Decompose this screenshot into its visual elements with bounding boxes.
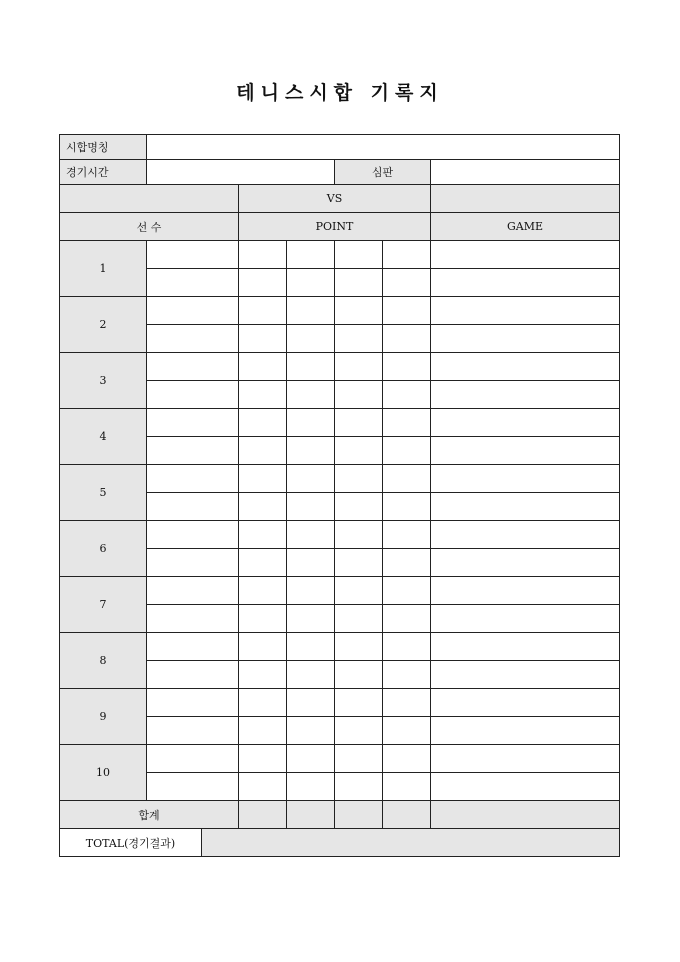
set-number: 2 xyxy=(60,297,147,353)
game-cell[interactable] xyxy=(431,633,620,661)
set-number: 3 xyxy=(60,353,147,409)
point-cell[interactable] xyxy=(335,381,383,409)
point-cell[interactable] xyxy=(383,577,431,605)
point-cell[interactable] xyxy=(287,773,335,801)
game-cell[interactable] xyxy=(431,521,620,549)
player-name-cell[interactable] xyxy=(147,717,239,745)
game-cell[interactable] xyxy=(431,465,620,493)
sum-point-cell[interactable] xyxy=(239,801,287,829)
point-cell[interactable] xyxy=(239,661,287,689)
table-row xyxy=(60,521,620,549)
point-cell[interactable] xyxy=(239,269,287,297)
point-cell[interactable] xyxy=(383,745,431,773)
total-result-cell[interactable] xyxy=(202,829,620,857)
total-label: TOTAL(경기결과) xyxy=(60,829,202,857)
match-name-label: 시합명칭 xyxy=(60,135,147,160)
point-cell[interactable] xyxy=(287,381,335,409)
point-cell[interactable] xyxy=(383,381,431,409)
sum-point-cell[interactable] xyxy=(287,801,335,829)
table-row xyxy=(60,297,620,325)
point-cell[interactable] xyxy=(335,661,383,689)
point-cell[interactable] xyxy=(287,745,335,773)
game-cell[interactable] xyxy=(431,353,620,381)
point-cell[interactable] xyxy=(383,493,431,521)
game-cell[interactable] xyxy=(431,269,620,297)
score-sheet-table xyxy=(59,134,620,857)
point-cell[interactable] xyxy=(287,689,335,717)
point-cell[interactable] xyxy=(287,465,335,493)
point-cell[interactable] xyxy=(287,325,335,353)
point-cell[interactable] xyxy=(239,493,287,521)
point-cell[interactable] xyxy=(287,493,335,521)
point-cell[interactable] xyxy=(239,353,287,381)
point-cell[interactable] xyxy=(287,297,335,325)
point-cell[interactable] xyxy=(335,465,383,493)
game-cell[interactable] xyxy=(431,493,620,521)
player-name-cell[interactable] xyxy=(147,325,239,353)
point-cell[interactable] xyxy=(239,549,287,577)
point-cell[interactable] xyxy=(383,269,431,297)
point-cell[interactable] xyxy=(287,549,335,577)
player-name-cell[interactable] xyxy=(147,297,239,325)
game-cell[interactable] xyxy=(431,325,620,353)
point-cell[interactable] xyxy=(287,661,335,689)
player-name-cell[interactable] xyxy=(147,773,239,801)
vs-label: VS xyxy=(239,185,431,213)
point-cell[interactable] xyxy=(335,269,383,297)
point-cell[interactable] xyxy=(383,521,431,549)
point-cell[interactable] xyxy=(287,633,335,661)
point-cell[interactable] xyxy=(383,325,431,353)
sum-point-cell[interactable] xyxy=(383,801,431,829)
player-name-cell[interactable] xyxy=(147,549,239,577)
point-cell[interactable] xyxy=(239,409,287,437)
table-row xyxy=(60,577,620,605)
point-cell[interactable] xyxy=(383,633,431,661)
player-name-cell[interactable] xyxy=(147,661,239,689)
table-row xyxy=(60,353,620,381)
point-cell[interactable] xyxy=(287,577,335,605)
set-number: 8 xyxy=(60,633,147,689)
game-cell[interactable] xyxy=(431,689,620,717)
point-cell[interactable] xyxy=(383,689,431,717)
sum-game-cell[interactable] xyxy=(431,801,620,829)
game-header: GAME xyxy=(431,213,620,241)
sum-label: 합계 xyxy=(60,801,239,829)
point-cell[interactable] xyxy=(335,689,383,717)
table-row xyxy=(60,633,620,661)
player-name-cell[interactable] xyxy=(147,605,239,633)
player-name-cell[interactable] xyxy=(147,353,239,381)
point-cell[interactable] xyxy=(239,241,287,269)
sum-point-cell[interactable] xyxy=(335,801,383,829)
point-cell[interactable] xyxy=(239,773,287,801)
player-name-cell[interactable] xyxy=(147,493,239,521)
point-cell[interactable] xyxy=(287,437,335,465)
game-cell[interactable] xyxy=(431,577,620,605)
match-name-field[interactable] xyxy=(147,135,620,160)
player-name-cell[interactable] xyxy=(147,269,239,297)
point-cell[interactable] xyxy=(335,437,383,465)
set-number: 10 xyxy=(60,745,147,801)
player-name-cell[interactable] xyxy=(147,465,239,493)
player-name-cell[interactable] xyxy=(147,241,239,269)
point-cell[interactable] xyxy=(335,745,383,773)
set-number: 6 xyxy=(60,521,147,577)
table-row xyxy=(60,241,620,269)
point-cell[interactable] xyxy=(383,605,431,633)
match-time-label: 경기시간 xyxy=(60,160,147,185)
referee-label: 심판 xyxy=(335,160,431,185)
point-cell[interactable] xyxy=(239,577,287,605)
game-cell[interactable] xyxy=(431,437,620,465)
set-number: 4 xyxy=(60,409,147,465)
game-cell[interactable] xyxy=(431,409,620,437)
point-cell[interactable] xyxy=(239,381,287,409)
point-cell[interactable] xyxy=(335,521,383,549)
point-cell[interactable] xyxy=(239,717,287,745)
point-cell[interactable] xyxy=(287,241,335,269)
table-row xyxy=(60,745,620,773)
point-cell[interactable] xyxy=(335,353,383,381)
point-cell[interactable] xyxy=(383,241,431,269)
game-cell[interactable] xyxy=(431,381,620,409)
point-cell[interactable] xyxy=(239,297,287,325)
point-cell[interactable] xyxy=(335,717,383,745)
player-name-cell[interactable] xyxy=(147,409,239,437)
point-cell[interactable] xyxy=(383,465,431,493)
point-cell[interactable] xyxy=(287,269,335,297)
point-cell[interactable] xyxy=(383,409,431,437)
point-cell[interactable] xyxy=(383,353,431,381)
page-title: 테니스시합 기록지 xyxy=(236,82,444,104)
point-cell[interactable] xyxy=(383,437,431,465)
player-name-cell[interactable] xyxy=(147,577,239,605)
game-cell[interactable] xyxy=(431,605,620,633)
set-number: 1 xyxy=(60,241,147,297)
set-number: 5 xyxy=(60,465,147,521)
point-cell[interactable] xyxy=(239,689,287,717)
point-cell[interactable] xyxy=(287,521,335,549)
game-cell[interactable] xyxy=(431,773,620,801)
table-row xyxy=(60,689,620,717)
point-cell[interactable] xyxy=(287,353,335,381)
point-cell[interactable] xyxy=(287,605,335,633)
point-cell[interactable] xyxy=(239,633,287,661)
game-cell[interactable] xyxy=(431,661,620,689)
point-cell[interactable] xyxy=(239,437,287,465)
player-a-field[interactable] xyxy=(60,185,239,213)
point-cell[interactable] xyxy=(335,325,383,353)
point-cell[interactable] xyxy=(335,605,383,633)
point-cell[interactable] xyxy=(335,773,383,801)
point-cell[interactable] xyxy=(383,549,431,577)
point-cell[interactable] xyxy=(383,717,431,745)
player-b-field[interactable] xyxy=(431,185,620,213)
set-number: 9 xyxy=(60,689,147,745)
player-name-cell[interactable] xyxy=(147,381,239,409)
point-cell[interactable] xyxy=(287,717,335,745)
point-cell[interactable] xyxy=(239,325,287,353)
set-number: 7 xyxy=(60,577,147,633)
players-header: 선 수 xyxy=(60,213,239,241)
point-cell[interactable] xyxy=(383,661,431,689)
point-cell[interactable] xyxy=(383,773,431,801)
referee-field[interactable] xyxy=(431,160,620,185)
point-cell[interactable] xyxy=(335,549,383,577)
player-name-cell[interactable] xyxy=(147,745,239,773)
game-cell[interactable] xyxy=(431,745,620,773)
point-cell[interactable] xyxy=(239,521,287,549)
point-cell[interactable] xyxy=(335,241,383,269)
game-cell[interactable] xyxy=(431,717,620,745)
point-cell[interactable] xyxy=(335,297,383,325)
point-header: POINT xyxy=(239,213,431,241)
point-cell[interactable] xyxy=(287,409,335,437)
point-cell[interactable] xyxy=(239,465,287,493)
point-cell[interactable] xyxy=(335,409,383,437)
player-name-cell[interactable] xyxy=(147,437,239,465)
game-cell[interactable] xyxy=(431,549,620,577)
point-cell[interactable] xyxy=(335,493,383,521)
point-cell[interactable] xyxy=(239,605,287,633)
point-cell[interactable] xyxy=(335,633,383,661)
player-name-cell[interactable] xyxy=(147,689,239,717)
point-cell[interactable] xyxy=(335,577,383,605)
table-row xyxy=(60,465,620,493)
point-cell[interactable] xyxy=(383,297,431,325)
player-name-cell[interactable] xyxy=(147,633,239,661)
player-name-cell[interactable] xyxy=(147,521,239,549)
table-row xyxy=(60,409,620,437)
match-time-field[interactable] xyxy=(147,160,335,185)
game-cell[interactable] xyxy=(431,241,620,269)
game-cell[interactable] xyxy=(431,297,620,325)
point-cell[interactable] xyxy=(239,745,287,773)
